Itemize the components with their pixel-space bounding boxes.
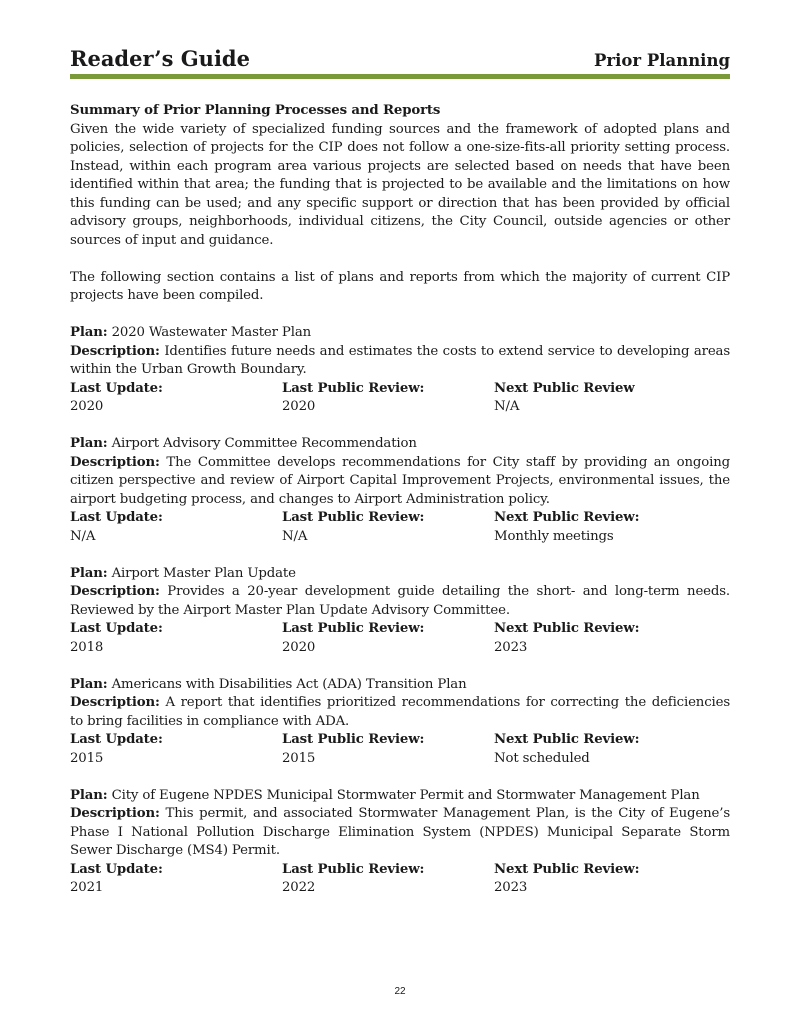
next-public-review-value: 2023 xyxy=(494,880,528,895)
description-label: Description: xyxy=(70,806,160,821)
next-public-review-value: 2023 xyxy=(494,639,528,655)
description-label: Description: xyxy=(70,695,160,710)
last-update-value: 2018 xyxy=(70,639,104,655)
last-public-review-value: 2020 xyxy=(282,399,316,414)
last-update-value: 2020 xyxy=(70,399,104,414)
last-update-value: 2021 xyxy=(70,880,104,895)
last-update-label: Last Update: xyxy=(70,510,163,525)
plan-entry xyxy=(70,565,730,658)
plan-label: Plan: xyxy=(70,676,108,692)
plan-label: Plan: xyxy=(70,325,108,340)
next-public-review-label: Next Public Review xyxy=(494,380,635,396)
last-update-label: Last Update: xyxy=(70,732,163,747)
last-update-label: Last Update: xyxy=(70,861,163,877)
review-table xyxy=(70,620,730,657)
review-table xyxy=(70,731,730,768)
last-update-label: Last Update: xyxy=(70,621,163,636)
plan-name: City of Eugene NPDES Municipal Stormwater Permit and Stormwater Management Plan xyxy=(111,787,700,803)
plan-description: This permit, and associated Stormwater Management Plan, is the City of Eugene’s Phase I National Pollution Discharge Elimination System (NPDES) Municipal Separate Storm Sewer Discharge (MS4) Permit. xyxy=(70,806,730,858)
document-title: Reader’s Guide xyxy=(70,46,250,71)
plan-name: Airport Advisory Committee Recommendation xyxy=(111,436,417,451)
plan-name: Airport Master Plan Update xyxy=(111,565,296,581)
plan-description: The Committee develops recommendations for City staff by providing an ongoing citizen perspective and review of Airport Capital Improvement Projects, environmental issues, the airport budgeting process, and changes to Airport Administration policy. xyxy=(70,454,730,507)
next-public-review-value: N/A xyxy=(494,399,520,414)
last-public-review-label: Last Public Review: xyxy=(282,861,425,877)
page-header xyxy=(70,46,730,72)
plan-entry xyxy=(70,324,730,417)
last-public-review-value: 2022 xyxy=(282,880,316,895)
last-public-review-label: Last Public Review: xyxy=(282,732,425,747)
last-public-review-label: Last Public Review: xyxy=(282,621,425,636)
next-public-review-value: Not scheduled xyxy=(494,750,590,766)
last-update-value: 2015 xyxy=(70,750,104,766)
review-table xyxy=(70,861,730,898)
plan-name: Americans with Disabilities Act (ADA) Transition Plan xyxy=(111,676,467,692)
plan-description: Identifies future needs and estimates the costs to extend service to developing areas within the Urban Growth Boundary. xyxy=(70,343,731,377)
next-public-review-label: Next Public Review: xyxy=(494,732,640,747)
last-public-review-value: N/A xyxy=(282,528,308,544)
last-public-review-value: 2015 xyxy=(282,750,316,766)
description-label: Description: xyxy=(70,584,160,599)
last-public-review-value: 2020 xyxy=(282,639,316,655)
next-public-review-value: Monthly meetings xyxy=(494,528,614,544)
description-label: Description: xyxy=(70,343,160,359)
header-divider xyxy=(70,74,730,79)
review-table xyxy=(70,380,730,417)
plan-description: Provides a 20-year development guide detailing the short- and long-term needs. Reviewed by the Airport Master Plan Update Advisory Committee. xyxy=(70,584,730,618)
plan-label: Plan: xyxy=(70,436,108,451)
section-title: Prior Planning xyxy=(594,51,730,70)
plan-label: Plan: xyxy=(70,787,108,803)
last-public-review-label: Last Public Review: xyxy=(282,510,425,525)
last-update-label: Last Update: xyxy=(70,380,163,396)
next-public-review-label: Next Public Review: xyxy=(494,861,640,877)
last-public-review-label: Last Public Review: xyxy=(282,380,425,396)
plan-entry xyxy=(70,435,730,546)
page-content xyxy=(70,102,730,898)
plan-description: A report that identifies prioritized recommendations for correcting the deficiencies to bring facilities in compliance with ADA. xyxy=(70,695,730,729)
last-update-value: N/A xyxy=(70,528,96,544)
page-number: 22 xyxy=(394,986,406,997)
plan-label: Plan: xyxy=(70,565,108,581)
review-table xyxy=(70,509,730,546)
summary-paragraph: The following section contains a list of plans and reports from which the majority of current CIP projects have been compiled. xyxy=(70,269,730,303)
next-public-review-label: Next Public Review: xyxy=(494,621,640,636)
plan-entry xyxy=(70,676,730,769)
next-public-review-label: Next Public Review: xyxy=(494,510,640,525)
plan-name: 2020 Wastewater Master Plan xyxy=(111,325,312,340)
summary-paragraph: Given the wide variety of specialized funding sources and the framework of adopted plans and policies, selection of projects for the CIP does not follow a one-size-fits-all priority setting process. Instead, within each program area various projects are selected based on needs that have been identified within that area; the funding that is projected to be available and the limitations on how this funding can be used; and any specific support or direction that has been provided by official advisory groups, neighborhoods, individual citizens, the City Council, outside agencies or other sources of input and guidance. xyxy=(70,121,730,248)
description-label: Description: xyxy=(70,454,160,470)
summary-heading: Summary of Prior Planning Processes and Reports xyxy=(70,103,441,118)
plan-entry xyxy=(70,787,730,898)
